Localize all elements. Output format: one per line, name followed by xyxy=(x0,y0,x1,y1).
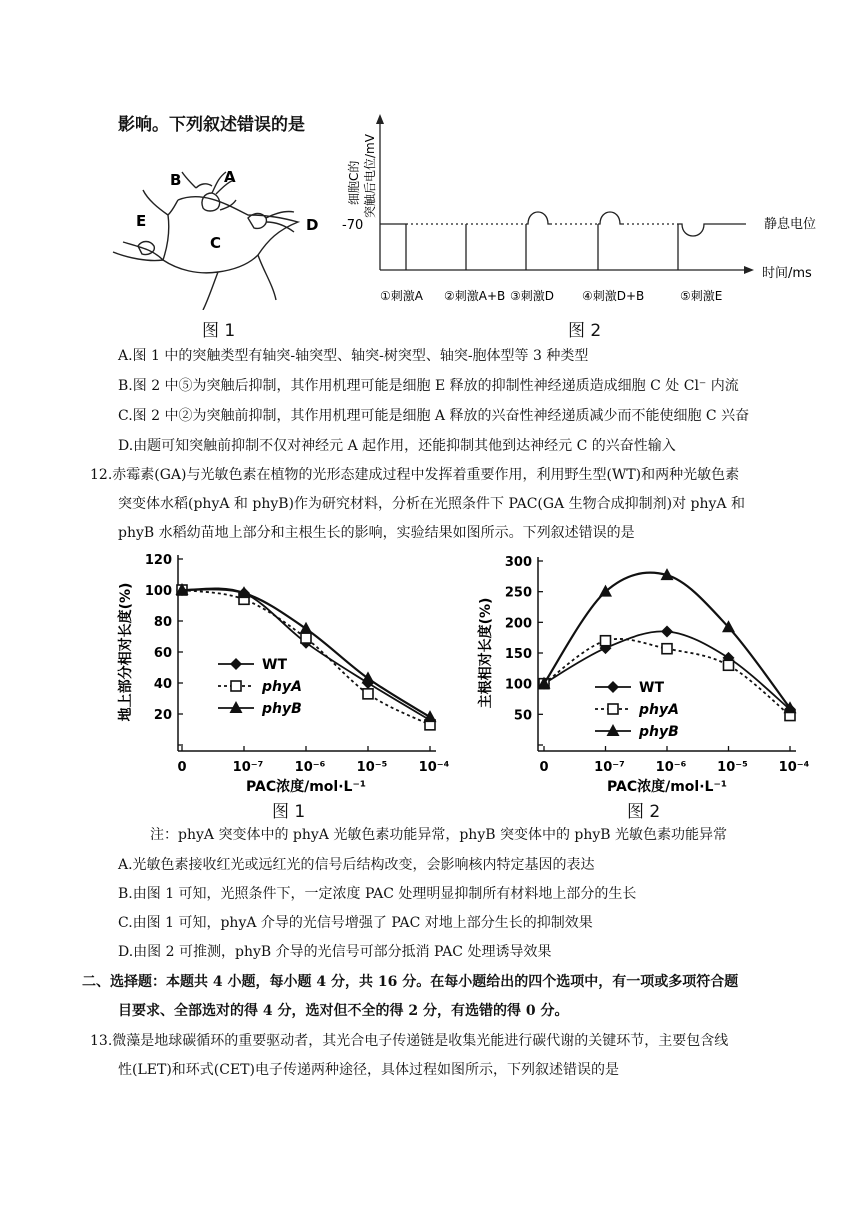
y-tick-label: 100 xyxy=(144,584,172,599)
legend-marker-phyB xyxy=(607,724,620,736)
y-tick-label: 100 xyxy=(504,677,532,693)
y-axis-label: 地上部分相对长度(%) xyxy=(118,582,134,722)
x-tick-label: 10⁻⁵ xyxy=(717,760,748,775)
legend-label-phyA: phyA xyxy=(639,702,679,718)
stimulus-3: ③刺激D xyxy=(510,289,554,303)
top-fig1-caption: 图 1 xyxy=(202,321,236,341)
chart2-caption: 图 2 xyxy=(627,802,661,822)
q13-stem-2: 性(LET)和环式(CET)电子传递两种途径，具体过程如图所示，下列叙述错误的是 xyxy=(118,1062,619,1078)
y-tick-label: 120 xyxy=(144,553,172,568)
point-phyA xyxy=(601,636,611,646)
legend-marker-phyA xyxy=(231,681,241,691)
top-fig2-caption: 图 2 xyxy=(568,321,602,341)
stimulus-5: ⑤刺激E xyxy=(680,289,723,303)
point-phyA xyxy=(662,644,672,654)
series-line-phyA xyxy=(182,590,430,725)
stimulus-4: ④刺激D+B xyxy=(582,289,645,303)
legend-label-phyA: phyA xyxy=(262,679,302,695)
point-phyA xyxy=(363,689,373,699)
x-tick-label: 10⁻⁷ xyxy=(594,760,625,775)
neuron-label-e: E xyxy=(136,212,147,230)
x-axis-label: PAC浓度/mol·L⁻¹ xyxy=(246,779,366,795)
potential-chart xyxy=(336,110,836,310)
q12-option-b: B.由图 1 可知，光照条件下，一定浓度 PAC 处理明显抑制所有材料地上部分的生长 xyxy=(118,886,637,902)
neuron-label-b: B xyxy=(170,171,182,189)
point-phyB xyxy=(424,710,437,722)
y-tick-label: 300 xyxy=(504,555,532,570)
section2-header-1: 二、选择题：本题共 4 小题，每小题 4 分，共 16 分。在每小题给出的四个选项中，有一项或多项符合题 xyxy=(82,974,739,990)
x-tick-label: 10⁻⁴ xyxy=(778,760,810,775)
potential-ylabel-1: 细胞C的 xyxy=(347,160,361,205)
y-tick-label: 40 xyxy=(153,677,172,692)
q12-stem-3: phyB 水稻幼苗地上部分和主根生长的影响，实验结果如图所示。下列叙述错误的是 xyxy=(118,525,635,541)
legend-marker-WT xyxy=(230,658,242,670)
legend-label-WT: WT xyxy=(639,680,664,696)
q12-note: 注：phyA 突变体中的 phyA 光敏色素功能异常，phyB 突变体中的 phyB 光敏色素功能异常 xyxy=(150,827,728,843)
stimulus-1: ①刺激A xyxy=(380,289,423,303)
x-tick-label: 10⁻⁶ xyxy=(294,760,326,775)
q11-option-a: A.图 1 中的突触类型有轴突-轴突型、轴突-树突型、轴突-胞体型等 3 种类型 xyxy=(118,348,589,364)
q11-option-b: B.图 2 中⑤为突触后抑制，其作用机理可能是细胞 E 释放的抑制性神经递质造成细胞 C 处 Cl⁻ 内流 xyxy=(118,378,739,394)
q12-stem-1: 12.赤霉素(GA)与光敏色素在植物的光形态建成过程中发挥着重要作用，利用野生型(WT)和两种光敏色素 xyxy=(90,467,740,483)
chart1-caption: 图 1 xyxy=(272,802,306,822)
section2-header-2: 目要求、全部选对的得 4 分，选对但不全的得 2 分，有选错的得 0 分。 xyxy=(118,1003,569,1019)
time-axis-label: 时间/ms xyxy=(762,266,812,281)
legend-label-phyB: phyB xyxy=(639,724,679,740)
y-tick-label: 200 xyxy=(504,616,532,632)
legend-label-WT: WT xyxy=(262,657,287,673)
y-tick-label: 60 xyxy=(153,646,172,661)
q12-option-a: A.光敏色素接收红光或远红光的信号后结构改变，会影响核内特定基因的表达 xyxy=(118,857,595,873)
x-tick-label: 10⁻⁴ xyxy=(418,760,450,775)
series-line-phyB xyxy=(544,573,790,709)
x-tick-label: 0 xyxy=(539,760,549,775)
neuron-label-d: D xyxy=(306,216,319,234)
stimulus-2: ②刺激A+B xyxy=(444,289,506,303)
y-tick-label: 80 xyxy=(153,615,172,630)
neuron-diagram xyxy=(108,160,338,310)
legend-marker-WT xyxy=(607,681,619,693)
root-length-chart xyxy=(470,545,830,795)
point-WT xyxy=(661,626,673,638)
point-phyA xyxy=(724,660,734,670)
y-tick-label: 150 xyxy=(504,647,532,662)
point-phyB xyxy=(362,671,375,683)
x-tick-label: 10⁻⁵ xyxy=(356,760,388,775)
y-tick-label: 50 xyxy=(513,708,532,724)
legend-marker-phyA xyxy=(608,704,618,714)
q11-option-d: D.由题可知突触前抑制不仅对神经元 A 起作用，还能抑制其他到达神经元 C 的兴奋性输入 xyxy=(118,438,676,454)
y-tick-label: 20 xyxy=(153,708,172,723)
rest-potential-label: 静息电位 xyxy=(764,217,817,232)
q12-option-d: D.由图 2 可推测，phyB 介导的光信号可部分抵消 PAC 处理诱导效果 xyxy=(118,944,552,960)
x-tick-label: 0 xyxy=(177,760,187,775)
y-axis-label: 主根相对长度(%) xyxy=(478,597,494,709)
series-line-WT xyxy=(182,588,430,720)
point-phyB xyxy=(300,622,313,634)
q12-stem-2: 突变体水稻(phyA 和 phyB)作为研究材料，分析在光照条件下 PAC(GA 生物合成抑制剂)对 phyA 和 xyxy=(118,496,745,512)
point-phyB xyxy=(599,585,612,597)
point-phyA xyxy=(301,633,311,643)
legend-marker-phyB xyxy=(230,701,243,713)
potential-ylabel-2: 突触后电位/mV xyxy=(363,134,377,218)
intro-tail: 影响。下列叙述错误的是 xyxy=(118,115,305,135)
q11-option-c: C.图 2 中②为突触前抑制，其作用机理可能是细胞 A 释放的兴奋性神经递质减少而不能使细胞 C 兴奋 xyxy=(118,408,750,424)
neuron-label-c: C xyxy=(210,234,222,252)
potential-ytick: -70 xyxy=(342,218,364,233)
x-tick-label: 10⁻⁶ xyxy=(655,760,687,775)
x-tick-label: 10⁻⁷ xyxy=(232,760,264,775)
x-axis-label: PAC浓度/mol·L⁻¹ xyxy=(607,779,727,795)
shoot-length-chart xyxy=(110,545,450,795)
q12-option-c: C.由图 1 可知，phyA 介导的光信号增强了 PAC 对地上部分生长的抑制效果 xyxy=(118,915,593,931)
y-tick-label: 250 xyxy=(504,585,532,601)
neuron-label-a: A xyxy=(224,168,236,186)
legend-label-phyB: phyB xyxy=(262,701,302,717)
q13-stem-1: 13.微藻是地球碳循环的重要驱动者，其光合电子传递链是收集光能进行碳代谢的关键环节，主要包含线 xyxy=(90,1033,729,1049)
